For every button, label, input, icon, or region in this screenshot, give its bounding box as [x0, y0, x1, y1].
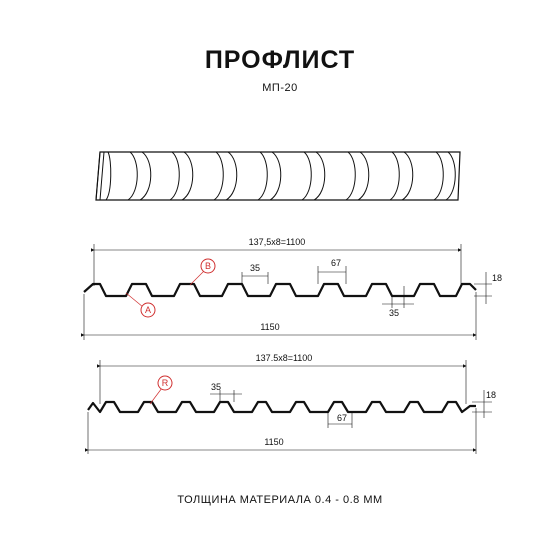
material-thickness-note: ТОЛЩИНА МАТЕРИАЛА 0.4 - 0.8 ММ	[177, 494, 383, 506]
profile1-top-dim: 137,5x8=1100	[248, 237, 306, 247]
profile2-dim-35: 35	[210, 382, 222, 392]
profile1-dim-67: 67	[330, 258, 342, 268]
profile-1	[84, 237, 502, 340]
callout-r: R	[161, 378, 169, 388]
profile1-dim-35-top: 35	[249, 263, 261, 273]
profile1-bottom-dim: 1150	[260, 322, 280, 332]
page-title: ПРОФЛИСТ	[204, 46, 356, 74]
page-subtitle: МП-20	[262, 82, 298, 94]
profile1-dim-18: 18	[492, 273, 503, 283]
profile-2	[88, 353, 496, 454]
profile2-dim-67: 67	[336, 413, 348, 423]
callout-a: A	[144, 305, 152, 315]
profile1-dim-35-bottom: 35	[388, 308, 400, 318]
profile2-dim-18: 18	[486, 390, 497, 400]
callout-b: B	[204, 261, 212, 271]
profile2-shape	[88, 402, 476, 412]
sheet-3d-illustration	[96, 152, 460, 200]
profile2-bottom-dim: 1150	[264, 437, 284, 447]
profile2-top-dim: 137.5x8=1100	[255, 353, 313, 363]
profile1-shape	[84, 284, 476, 296]
